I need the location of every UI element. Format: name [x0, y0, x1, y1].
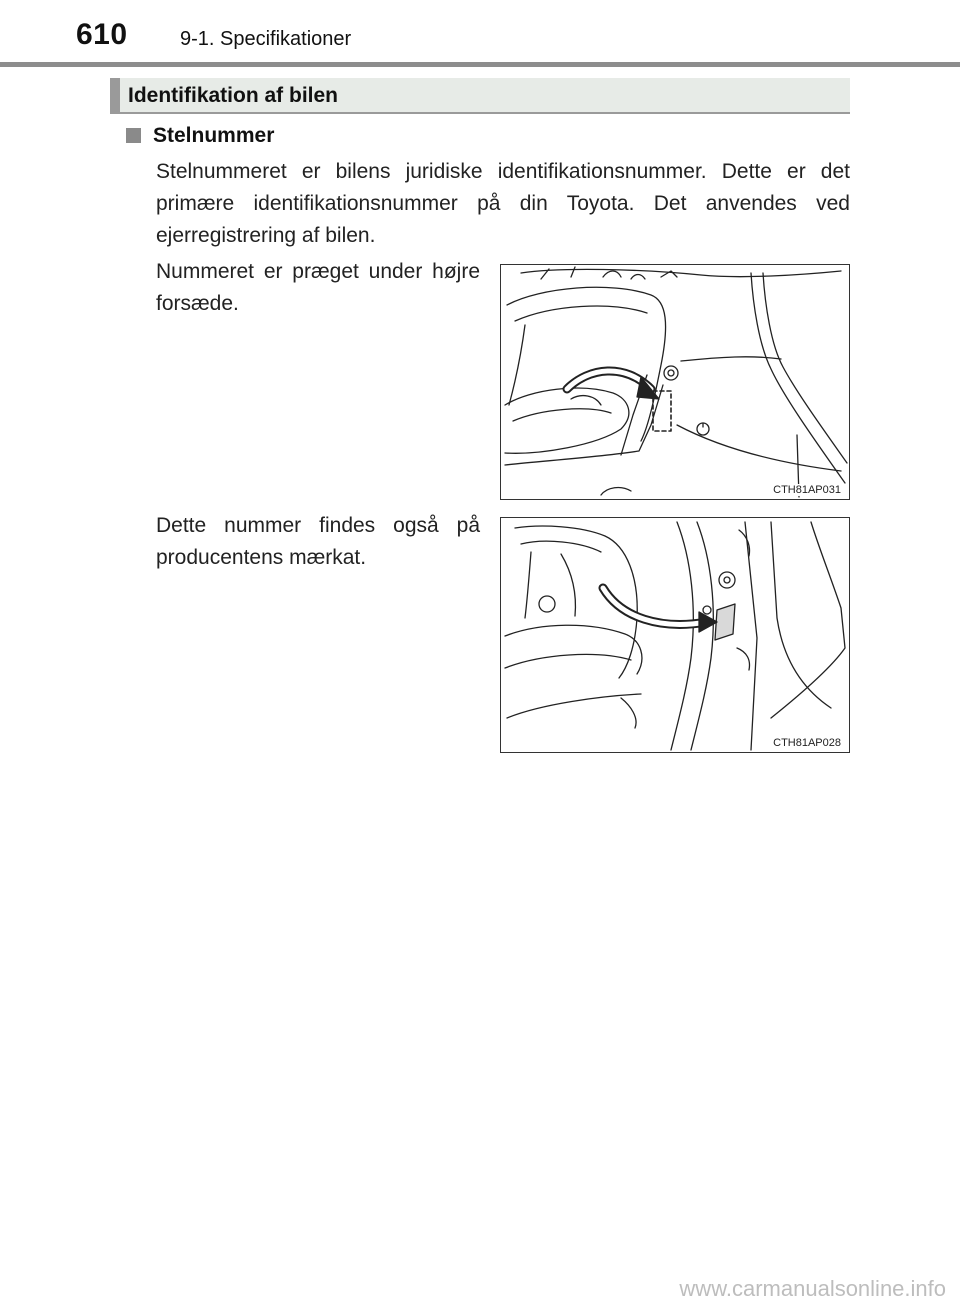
subsection-heading — [126, 124, 274, 148]
figure-seat-floor — [500, 264, 850, 500]
section-title: Identifikation af bilen — [128, 84, 339, 107]
figure-code-2: CTH81AP028 — [773, 737, 841, 749]
page-number: 610 — [76, 18, 128, 51]
square-bullet-icon — [126, 128, 141, 143]
chapter-title: 9-1. Specifikationer — [180, 28, 352, 50]
header-rule — [0, 62, 960, 67]
subsection-body: Stelnummeret er bilens juridiske identifikationsnummer. Dette er det primære identifikationsnummer på din Toyota. Det anvendes ved ejerregistrering af bilen. — [156, 160, 850, 247]
figure-caption-2: Dette nummer findes også på producentens mærkat. — [156, 514, 480, 569]
section-heading — [110, 78, 850, 114]
footer-watermark: www.carmanualsonline.info — [679, 1276, 946, 1301]
figure-caption-1: Nummeret er præget under højre forsæde. — [156, 260, 480, 315]
figure-code-1: CTH81AP031 — [773, 484, 841, 496]
subsection-title: Stelnummer — [153, 124, 275, 147]
section-marker — [110, 78, 120, 112]
seat-floor-illustration — [501, 265, 850, 500]
figure-door-pillar — [500, 517, 850, 753]
door-pillar-illustration — [501, 518, 850, 753]
